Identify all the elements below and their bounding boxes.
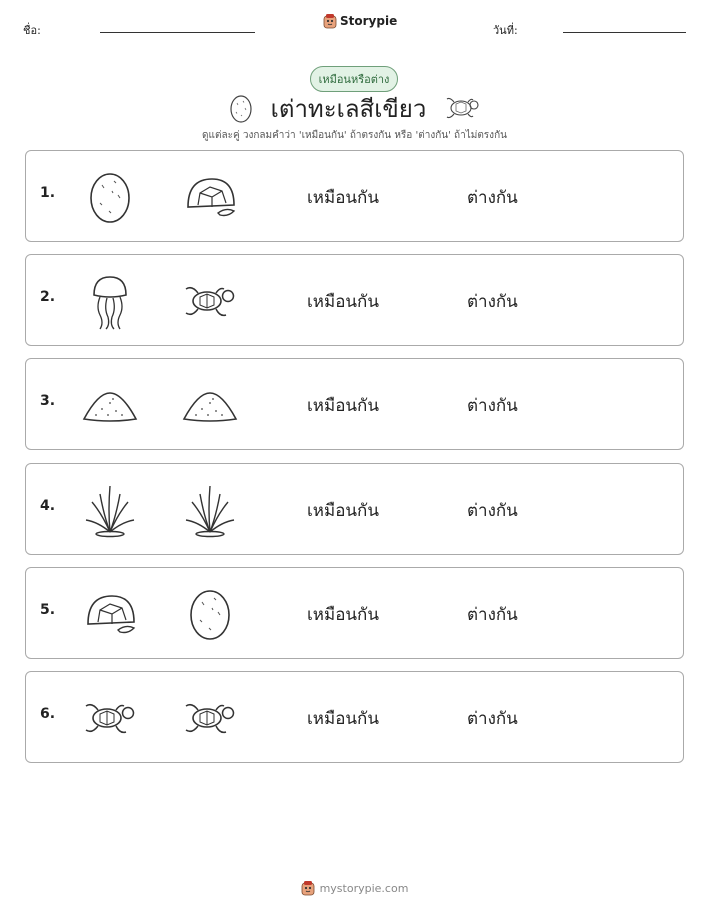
name-label: ชื่อ: [23, 24, 41, 37]
sea-turtle-icon [180, 271, 240, 331]
option-same[interactable]: เหมือนกัน [307, 188, 379, 208]
page-title: เต่าทะเลสีเขียว [270, 94, 427, 123]
question-row-5 [25, 567, 684, 659]
name-field[interactable] [100, 32, 255, 33]
option-different[interactable]: ต่างกัน [467, 501, 518, 521]
sand-pile-icon [80, 375, 140, 435]
footer-site[interactable]: mystorypie.com [319, 881, 409, 895]
sand-pile-icon [180, 375, 240, 435]
option-same[interactable]: เหมือนกัน [307, 292, 379, 312]
option-same[interactable]: เหมือนกัน [307, 501, 379, 521]
question-row-3 [25, 358, 684, 450]
option-same[interactable]: เหมือนกัน [307, 396, 379, 416]
option-different[interactable]: ต่างกัน [467, 605, 518, 625]
question-number: 1. [40, 185, 56, 201]
turtle-shell-icon [80, 584, 140, 644]
brand-name: Storypie [340, 14, 398, 28]
date-label: วันที่: [493, 24, 518, 37]
question-number: 6. [40, 706, 56, 722]
question-number: 5. [40, 602, 56, 618]
question-number: 3. [40, 393, 56, 409]
storypie-mascot-icon [323, 13, 337, 29]
title-row [0, 88, 709, 128]
option-different[interactable]: ต่างกัน [467, 709, 518, 729]
egg-icon [229, 93, 253, 123]
egg-icon [80, 167, 140, 227]
instructions: ดูแต่ละคู่ วงกลมคำว่า 'เหมือนกัน' ถ้าตรงกัน หรือ 'ต่างกัน' ถ้าไม่ตรงกัน [202, 130, 507, 141]
sea-turtle-icon [180, 688, 240, 748]
question-row-1 [25, 150, 684, 242]
question-row-2 [25, 254, 684, 346]
question-row-4 [25, 463, 684, 555]
storypie-mascot-icon [301, 880, 315, 896]
option-same[interactable]: เหมือนกัน [307, 605, 379, 625]
sea-turtle-icon [80, 688, 140, 748]
turtle-shell-icon [180, 167, 240, 227]
option-different[interactable]: ต่างกัน [467, 188, 518, 208]
option-same[interactable]: เหมือนกัน [307, 709, 379, 729]
egg-icon [180, 584, 240, 644]
sea-turtle-icon [444, 95, 480, 121]
question-number: 4. [40, 498, 56, 514]
seagrass-icon [180, 480, 240, 540]
question-row-6 [25, 671, 684, 763]
activity-badge: เหมือนหรือต่าง [310, 66, 398, 92]
brand-logo [323, 13, 397, 29]
jellyfish-icon [80, 271, 140, 331]
date-field[interactable] [563, 32, 686, 33]
option-different[interactable]: ต่างกัน [467, 396, 518, 416]
seagrass-icon [80, 480, 140, 540]
option-different[interactable]: ต่างกัน [467, 292, 518, 312]
question-number: 2. [40, 289, 56, 305]
footer [0, 880, 709, 896]
